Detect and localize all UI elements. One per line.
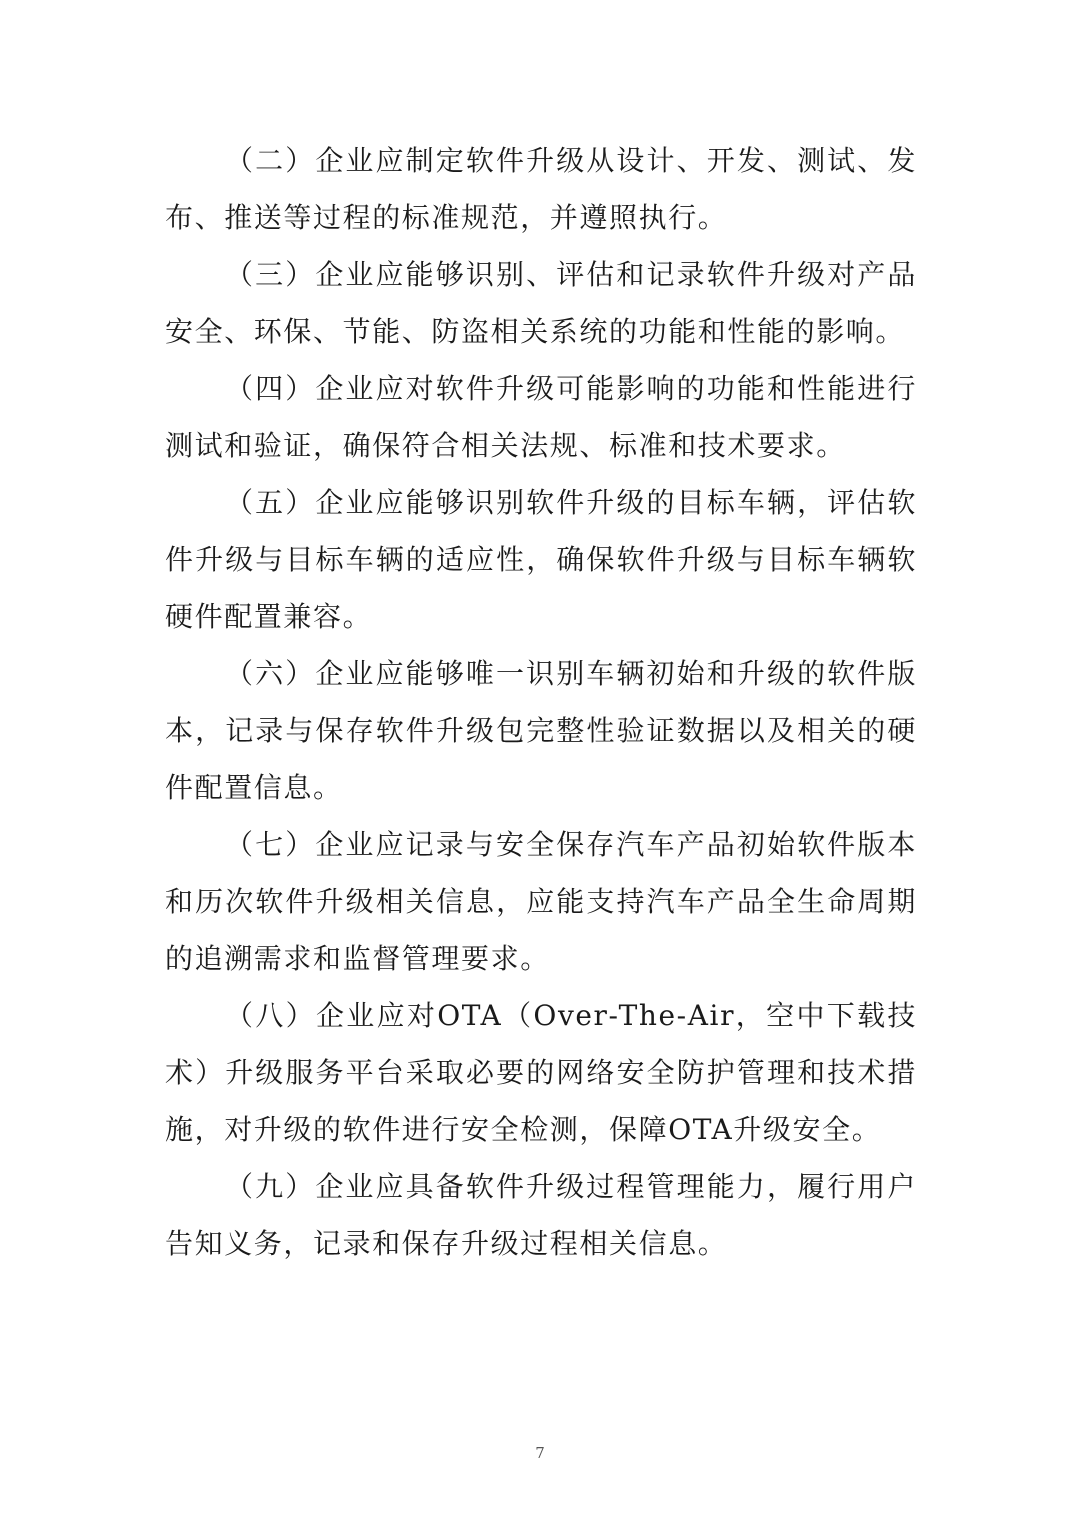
paragraph-4: （四）企业应对软件升级可能影响的功能和性能进行测试和验证，确保符合相关法规、标准和技术要求。: [165, 372, 917, 462]
paragraph-6: （六）企业应能够唯一识别车辆初始和升级的软件版本，记录与保存软件升级包完整性验证数据以及相关的硬件配置信息。: [165, 657, 917, 804]
page-number: 7: [535, 1444, 545, 1462]
paragraph-8: （八）企业应对OTA（Over-The-Air，空中下载技术）升级服务平台采取必要的网络安全防护管理和技术措施，对升级的软件进行安全检测，保障OTA升级安全。: [165, 999, 917, 1146]
paragraph-7: （七）企业应记录与安全保存汽车产品初始软件版本和历次软件升级相关信息，应能支持汽车产品全生命周期的追溯需求和监督管理要求。: [165, 828, 917, 975]
paragraph-5: （五）企业应能够识别软件升级的目标车辆，评估软件升级与目标车辆的适应性，确保软件升级与目标车辆软硬件配置兼容。: [165, 486, 917, 633]
paragraph-3: （三）企业应能够识别、评估和记录软件升级对产品安全、环保、节能、防盗相关系统的功能和性能的影响。: [165, 258, 917, 348]
document-body: [165, 132, 917, 1272]
paragraph-9: （九）企业应具备软件升级过程管理能力，履行用户告知义务，记录和保存升级过程相关信息。: [165, 1170, 917, 1260]
paragraph-2: （二）企业应制定软件升级从设计、开发、测试、发布、推送等过程的标准规范，并遵照执行。: [165, 144, 917, 234]
